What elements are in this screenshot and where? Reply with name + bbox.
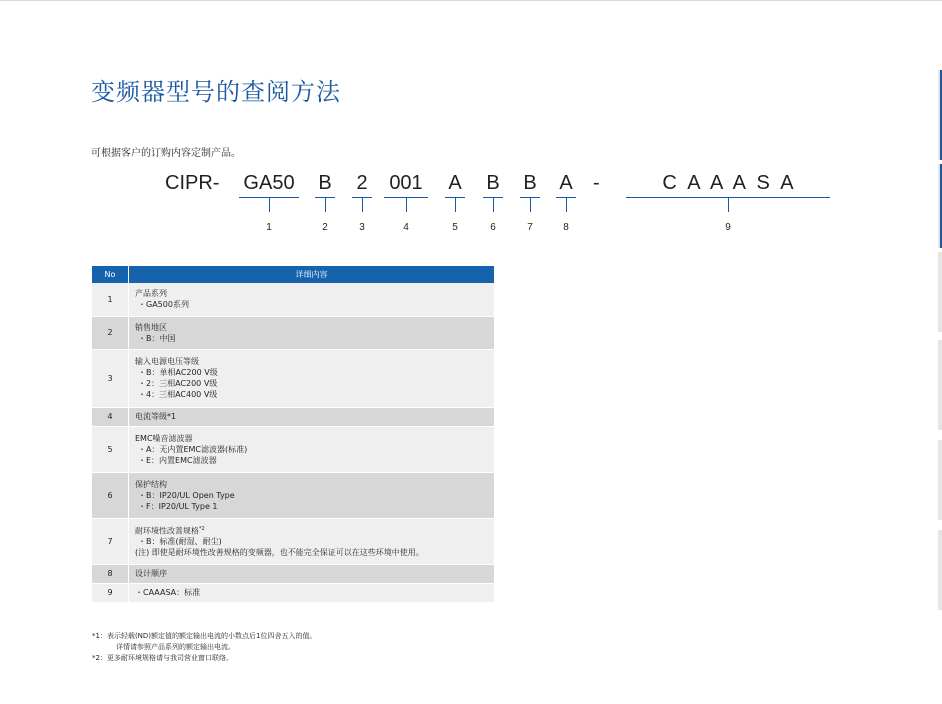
row-number: 8 xyxy=(92,564,129,583)
row-detail xyxy=(129,283,495,316)
code-tick xyxy=(455,198,456,212)
edge-tab xyxy=(938,440,942,520)
row-number: 2 xyxy=(92,316,129,349)
row-line: ・4：三相AC400 V级 xyxy=(138,390,218,399)
code-segment-6 xyxy=(483,172,503,198)
code-segment-2 xyxy=(315,172,335,198)
footnotes xyxy=(92,631,317,664)
row-number: 1 xyxy=(92,283,129,316)
table-row xyxy=(92,407,494,426)
row-title: EMC噪音滤波器 xyxy=(135,433,193,443)
row-title: 产品系列 xyxy=(135,289,167,299)
row-detail xyxy=(129,407,495,426)
page-edge-tabs xyxy=(938,0,942,704)
row-line: ・B：IP20/UL Open Type xyxy=(138,490,235,500)
code-tick xyxy=(325,198,326,212)
row-number: 7 xyxy=(92,518,129,564)
code-tick xyxy=(566,198,567,212)
edge-tab xyxy=(938,530,942,610)
row-title: 销售地区 xyxy=(135,322,167,332)
table-header-row xyxy=(92,266,494,283)
code-tick xyxy=(728,198,729,212)
code-segment-5 xyxy=(445,172,465,198)
code-tick xyxy=(269,198,270,212)
row-title: ・CAAASA：标准 xyxy=(135,588,201,597)
row-number: 3 xyxy=(92,349,129,407)
code-number-6: 6 xyxy=(490,222,496,233)
model-code-prefix: CIPR- xyxy=(165,172,220,194)
edge-tab xyxy=(938,340,942,430)
detail-table xyxy=(92,266,494,603)
row-detail xyxy=(129,518,495,564)
row-detail xyxy=(129,472,495,518)
row-title-text: 耐环境性改善规格 xyxy=(135,526,199,536)
code-number-7: 7 xyxy=(527,222,533,233)
table-row xyxy=(92,583,494,602)
row-line: ・GA500系列 xyxy=(138,300,189,310)
code-tick xyxy=(406,198,407,212)
table-row xyxy=(92,283,494,316)
top-divider xyxy=(0,0,942,1)
code-number-2: 2 xyxy=(322,222,328,233)
code-segment-3 xyxy=(352,172,372,198)
code-number-1: 1 xyxy=(266,222,272,233)
row-line: ・B：单相AC200 V级 xyxy=(138,368,218,377)
code-number-5: 5 xyxy=(452,222,458,233)
row-detail xyxy=(129,564,495,583)
row-line: ・A：无内置EMC滤波器(标准) xyxy=(138,444,248,454)
row-title xyxy=(135,524,494,537)
header-no: No xyxy=(92,266,129,283)
code-segment-7 xyxy=(520,172,540,198)
row-title: 输入电源电压等级 xyxy=(135,357,199,366)
row-line: ・B：中国 xyxy=(138,333,176,343)
code-segment-9 xyxy=(626,172,830,198)
row-line: ・F：IP20/UL Type 1 xyxy=(138,501,218,511)
row-number: 5 xyxy=(92,426,129,472)
footnote-ref: *2 xyxy=(199,525,205,532)
code-segment-4 xyxy=(384,172,428,198)
intro-text: 可根据客户的订购内容定制产品。 xyxy=(91,148,241,159)
table-row xyxy=(92,472,494,518)
footnote-2: *2：更多耐环境规格请与我司营业窗口联络。 xyxy=(92,654,233,662)
code-segment-text: A xyxy=(559,172,573,194)
row-detail xyxy=(129,316,495,349)
code-segment-text: B xyxy=(318,172,332,194)
code-segment-text: B xyxy=(523,172,537,194)
code-segment-text: 2 xyxy=(356,172,368,194)
table-row xyxy=(92,426,494,472)
row-title: 保护结构 xyxy=(135,479,167,489)
table-row xyxy=(92,349,494,407)
row-number: 4 xyxy=(92,407,129,426)
code-segment-text: GA50 xyxy=(243,172,295,194)
code-segment-text: C A A A S A xyxy=(662,172,794,194)
code-number-8: 8 xyxy=(563,222,569,233)
code-number-3: 3 xyxy=(359,222,365,233)
code-segment-8 xyxy=(556,172,576,198)
footnote-1: *1：表示轻载(ND)额定值的额定输出电流的小数点后1位四舍五入的值。 xyxy=(92,632,317,640)
edge-tab xyxy=(938,252,942,332)
code-segment-text: 001 xyxy=(389,172,423,194)
row-title: 电流等级*1 xyxy=(135,412,177,421)
code-number-9: 9 xyxy=(725,222,731,233)
code-segment-text: B xyxy=(486,172,500,194)
row-title: 设计顺序 xyxy=(135,569,167,578)
code-tick xyxy=(530,198,531,212)
table-row xyxy=(92,316,494,349)
header-detail: 详细内容 xyxy=(129,266,495,283)
row-detail xyxy=(129,349,495,407)
page-title: 变频器型号的查阅方法 xyxy=(91,78,341,106)
model-code-dash: - xyxy=(593,172,600,194)
row-number: 6 xyxy=(92,472,129,518)
row-line: ・B：标准(耐湿、耐尘) xyxy=(138,537,222,547)
row-note: (注) 即使是耐环境性改善规格的变频器，也不能完全保证可以在这些环境中使用。 xyxy=(135,548,424,558)
code-tick xyxy=(493,198,494,212)
code-number-4: 4 xyxy=(403,222,409,233)
footnote-1-cont: 详情请参照产品系列的额定输出电流。 xyxy=(116,643,235,651)
row-line: ・2：三相AC200 V级 xyxy=(138,379,218,388)
row-detail xyxy=(129,583,495,602)
row-number: 9 xyxy=(92,583,129,602)
row-line: ・E：内置EMC滤波器 xyxy=(138,455,217,465)
code-tick xyxy=(362,198,363,212)
code-segment-1 xyxy=(239,172,299,198)
code-segment-text: A xyxy=(448,172,462,194)
row-detail xyxy=(129,426,495,472)
table-row xyxy=(92,518,494,564)
table-row xyxy=(92,564,494,583)
